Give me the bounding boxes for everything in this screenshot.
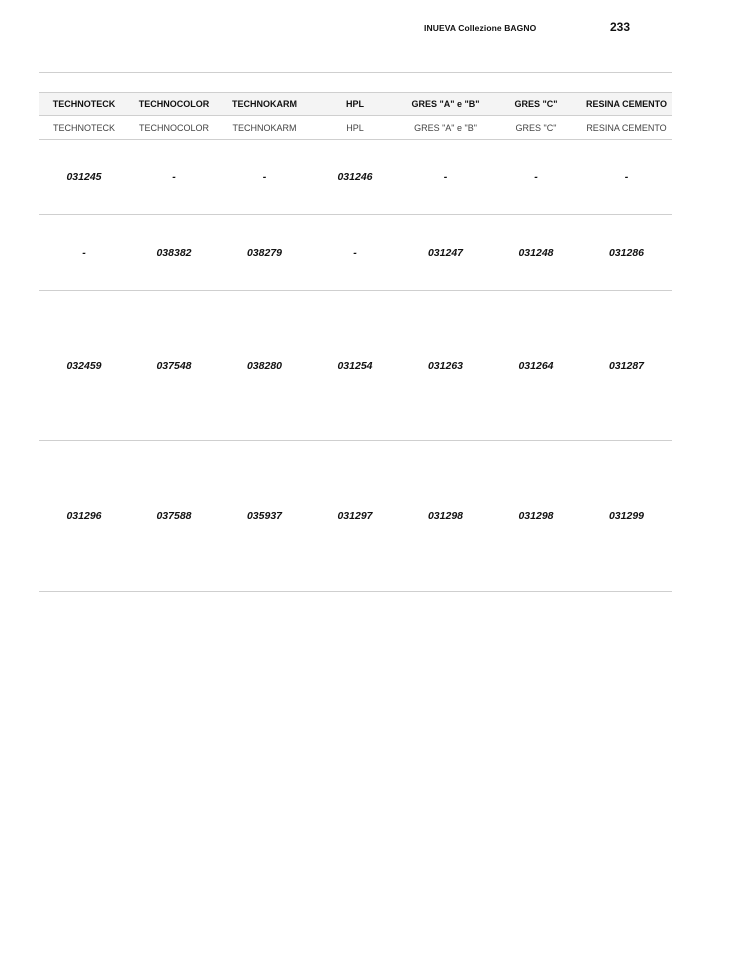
page-number: 233 [610, 20, 631, 34]
table-cell: - [82, 246, 86, 259]
column-header: GRES "A" e "B" [411, 99, 480, 109]
table-cell: - [262, 171, 267, 183]
column-subheader: GRES "A" e "B" [414, 122, 477, 133]
table-cell: 035937 [246, 510, 283, 522]
table-cell: 032459 [66, 359, 102, 372]
column-subheader: HPL [346, 122, 364, 133]
table-cell: 031296 [66, 510, 102, 522]
table-cell: 031246 [337, 171, 373, 183]
table-cell: 031247 [427, 246, 464, 259]
table-cell: 037548 [156, 359, 192, 372]
table-cell: 031298 [427, 510, 464, 522]
table-cell: - [624, 171, 629, 183]
table-cell: 031248 [518, 246, 554, 259]
table-cell: 038382 [156, 246, 192, 259]
table-row [39, 441, 672, 592]
column-header: TECHNOTECK [52, 99, 116, 109]
table-cell: 038279 [246, 246, 283, 259]
table-cell: 037588 [156, 510, 192, 522]
product-code-table [39, 92, 672, 592]
column-subheader: TECHNOTECK [52, 122, 115, 133]
column-header: RESINA CEMENTO [585, 99, 667, 109]
column-header: HPL [346, 99, 364, 109]
column-header: TECHNOKARM [232, 99, 297, 109]
collection-title: INUEVA Collezione BAGNO [424, 23, 537, 33]
column-subheader: TECHNOCOLOR [138, 122, 209, 133]
table-row [39, 140, 672, 215]
column-subheader: GRES "C" [515, 122, 557, 133]
column-header: GRES "C" [514, 99, 558, 109]
top-divider [39, 72, 672, 73]
table-cell: - [443, 171, 448, 183]
table-cell: 031299 [608, 510, 645, 522]
table-cell: 031298 [518, 510, 554, 522]
table-cell: 031263 [427, 359, 464, 372]
table-cell: 038280 [246, 359, 283, 372]
column-subheader: RESINA CEMENTO [586, 122, 667, 133]
table-row [39, 215, 672, 291]
table-cell: 031245 [66, 171, 102, 183]
column-header: TECHNOCOLOR [138, 99, 210, 109]
table-cell: - [534, 171, 538, 183]
table-header-row [39, 92, 672, 116]
table-cell: 031297 [337, 510, 373, 522]
table-subheader-row [39, 116, 672, 140]
table-cell: 031264 [518, 359, 554, 372]
table-cell: 031287 [608, 359, 645, 372]
table-row [39, 291, 672, 441]
table-cell: 031254 [337, 359, 373, 372]
table-cell: - [172, 171, 176, 183]
table-cell: - [353, 246, 357, 259]
table-cell: 031286 [608, 246, 645, 259]
column-subheader: TECHNOKARM [232, 122, 297, 133]
